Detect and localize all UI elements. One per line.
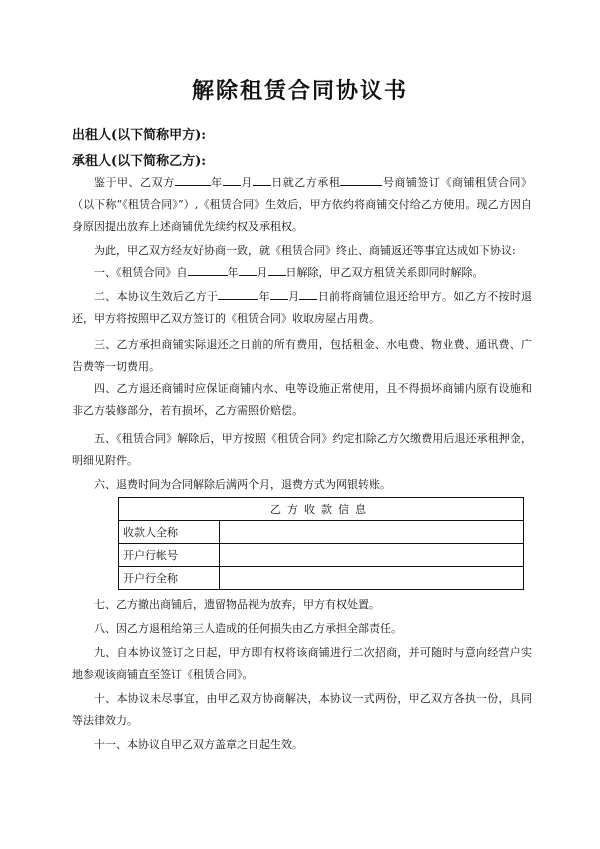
blank-year: [188, 263, 228, 276]
clause-8: 八、因乙方退租给第三人造成的任何损失由乙方承担全部责任。: [94, 622, 402, 635]
blank-year: [218, 287, 258, 300]
payee-name-value: [220, 521, 524, 544]
blank-day: [268, 263, 286, 276]
account-number-label: 开户行帐号: [119, 544, 220, 567]
preamble-paragraph: [72, 172, 532, 238]
clause-10: 十、本协议未尽事宜，由甲乙双方协商解决，本协议一式两份，甲乙双方各执一份，具同等法律效力。: [72, 692, 532, 727]
blank-day: [253, 173, 271, 186]
preamble-text-5: 号商铺签订《商铺租赁合同》（以下称“《租赁合同》”）,《租赁合同》生效后，甲方依约将商铺交付给乙方使用。现乙方因自身原因提出放弃上述商铺优先续约权及承租权。: [72, 176, 533, 233]
clause-9: 九、自本协议签订之日起，甲方即有权将该商铺进行二次招商，并可随时与意向经营户实地参观该商铺直至签订《租赁合同》。: [72, 646, 532, 681]
table-row: [119, 544, 524, 567]
agreement-intro: 为此，甲乙双方经友好协商一致，就《租赁合同》终止、商铺返还等事宜达成如下协议:: [94, 244, 516, 257]
lessee-label: 承租人(以下简称乙方):: [72, 154, 207, 169]
preamble-text-4: 日就乙方承租: [270, 176, 341, 189]
clause-1-text-1: 一、《租赁合同》自: [94, 266, 188, 279]
blank-month: [239, 263, 257, 276]
clause-11: 十一、本协议自甲乙双方盖章之日起生效。: [94, 738, 303, 751]
payee-name-label: 收款人全称: [119, 521, 220, 544]
bank-name-value: [220, 567, 524, 590]
table-row: [119, 567, 524, 590]
blank-month: [223, 173, 241, 186]
clause-7: 七、乙方撤出商铺后，遗留物品视为放弃，甲方有权处置。: [94, 598, 380, 611]
clause-2-text-3: 月: [287, 290, 300, 303]
table-header: 乙方收款信息: [119, 498, 524, 521]
bank-name-label: 开户行全称: [119, 567, 220, 590]
document-title: 解除租赁合同协议书: [191, 78, 408, 104]
account-number-value: [220, 544, 524, 567]
payee-info-table: [118, 497, 524, 590]
blank-year: [175, 173, 211, 186]
lessor-label: 出租人(以下简称甲方):: [72, 128, 207, 143]
preamble-text-3: 月: [240, 176, 253, 189]
clause-5: 五、《租赁合同》解除后，甲方按照《租赁合同》约定扣除乙方欠缴费用后退还承租押金，明细见附件。: [72, 432, 532, 467]
clause-4: 四、乙方退还商铺时应保证商铺内水、电等设施正常使用，且不得损坏商铺内原有设施和非乙方装修部分，若有损坏，乙方需照价赔偿。: [72, 382, 532, 417]
blank-shop-number: [340, 173, 382, 186]
clause-3: 三、乙方承担商铺实际退还之日前的所有费用，包括租金、水电费、物业费、通讯费、广告费等一切费用。: [72, 338, 532, 373]
clause-2: [72, 286, 532, 330]
blank-month: [270, 287, 288, 300]
blank-day: [299, 287, 317, 300]
clause-1: [72, 262, 532, 284]
clause-1-text-4: 日解除，甲乙双方租赁关系即同时解除。: [285, 266, 484, 279]
preamble-text-1: 鉴于甲、乙双方: [94, 176, 175, 189]
clause-1-text-3: 月: [256, 266, 268, 279]
table-row: [119, 521, 524, 544]
clause-6: 六、退费时间为合同解除后满两个月，退费方式为网银转账。: [94, 478, 391, 491]
clause-2-text-1: 二、本协议生效后乙方于: [94, 290, 219, 303]
preamble-text-2: 年: [210, 176, 223, 189]
table-header-row: [119, 498, 524, 521]
clause-1-text-2: 年: [227, 266, 239, 279]
clause-2-text-4: 日前将商铺位退还给甲方。如乙方不按时退还，甲方将按照甲乙双方签订的《租赁合同》收取房屋占用费。: [72, 290, 533, 325]
clause-2-text-2: 年: [258, 290, 270, 303]
